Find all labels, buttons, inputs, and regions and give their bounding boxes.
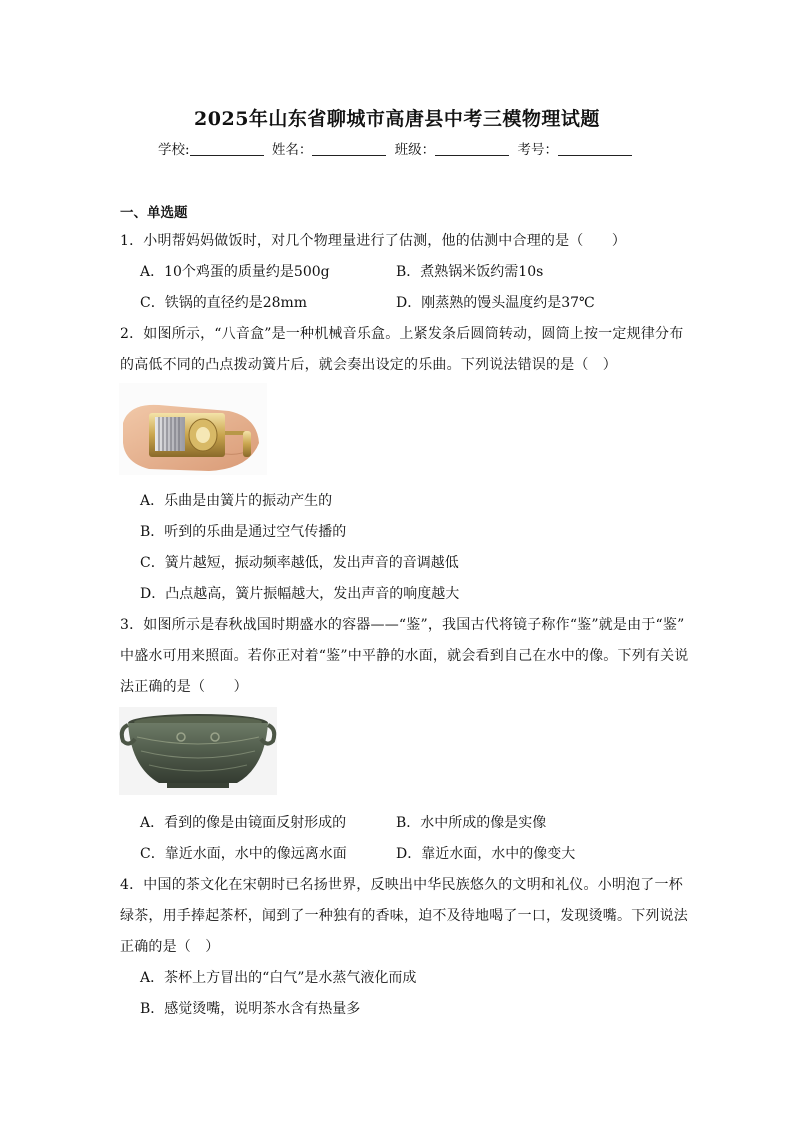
student-info-line [0, 138, 794, 158]
class-blank[interactable] [435, 141, 509, 156]
q2-stem-line2: 的高低不同的凸点拨动簧片后，就会奏出设定的乐曲。下列说法错误的是（ ） [120, 357, 617, 373]
q1-option-d: D．刚蒸熟的馒头温度约是37℃ [396, 295, 595, 311]
bronze-jian-photo [119, 707, 277, 795]
q1-option-c: C．铁锅的直径约是28mm [140, 295, 308, 311]
q3-stem-line2: 中盛水可用来照面。若你正对着“鉴”中平静的水面，就会看到自己在水中的像。下列有关说 [120, 648, 689, 664]
number-label: 考号： [517, 142, 558, 158]
q2-option-a: A．乐曲是由簧片的振动产生的 [140, 493, 333, 509]
name-label: 姓名： [271, 142, 313, 158]
number-blank[interactable] [558, 141, 632, 156]
q2-option-c: C．簧片越短，振动频率越低，发出声音的音调越低 [140, 555, 459, 571]
q1-stem: 1．小明帮妈妈做饭时，对几个物理量进行了估测，他的估测中合理的是（ ） [120, 233, 627, 249]
section-heading: 一、单选题 [120, 205, 188, 221]
q3-option-b: B．水中所成的像是实像 [396, 815, 547, 831]
school-label: 学校: [158, 142, 190, 158]
q1-option-b: B．煮熟锅米饭约需10s [396, 264, 544, 280]
q3-option-c: C．靠近水面，水中的像远离水面 [140, 846, 347, 862]
name-blank[interactable] [312, 141, 386, 156]
class-label: 班级： [394, 142, 436, 158]
q4-option-a: A．茶杯上方冒出的“白气”是水蒸气液化而成 [140, 970, 417, 986]
q2-option-d: D．凸点越高，簧片振幅越大，发出声音的响度越大 [140, 586, 460, 602]
q4-stem-line1: 4．中国的茶文化在宋朝时已名扬世界，反映出中华民族悠久的文明和礼仪。小明泡了一杯 [120, 877, 683, 893]
q3-option-d: D．靠近水面，水中的像变大 [396, 846, 576, 862]
q3-option-a: A．看到的像是由镜面反射形成的 [140, 815, 347, 831]
page-title: 2025年山东省聊城市高唐县中考三模物理试题 [194, 108, 600, 130]
q3-stem-line1: 3．如图所示是春秋战国时期盛水的容器——“鉴”，我国古代将镜子称作“鉴”就是由于“鉴” [120, 617, 685, 633]
q4-stem-line3: 正确的是（ ） [120, 939, 220, 955]
q4-option-b: B．感觉烫嘴，说明茶水含有热量多 [140, 1001, 361, 1017]
q1-option-a: A．10个鸡蛋的质量约是500g [140, 264, 330, 280]
q2-option-b: B．听到的乐曲是通过空气传播的 [140, 524, 347, 540]
q2-stem-line1: 2．如图所示，“八音盒”是一种机械音乐盒。上紧发条后圆筒转动，圆筒上按一定规律分布 [120, 326, 684, 342]
q4-stem-line2: 绿茶，用手捧起茶杯，闻到了一种独有的香味，迫不及待地喝了一口，发现烫嘴。下列说法 [120, 908, 688, 924]
q3-stem-line3: 法正确的是（ ） [120, 679, 248, 695]
school-blank[interactable] [190, 141, 264, 156]
music-box-photo [119, 383, 267, 475]
